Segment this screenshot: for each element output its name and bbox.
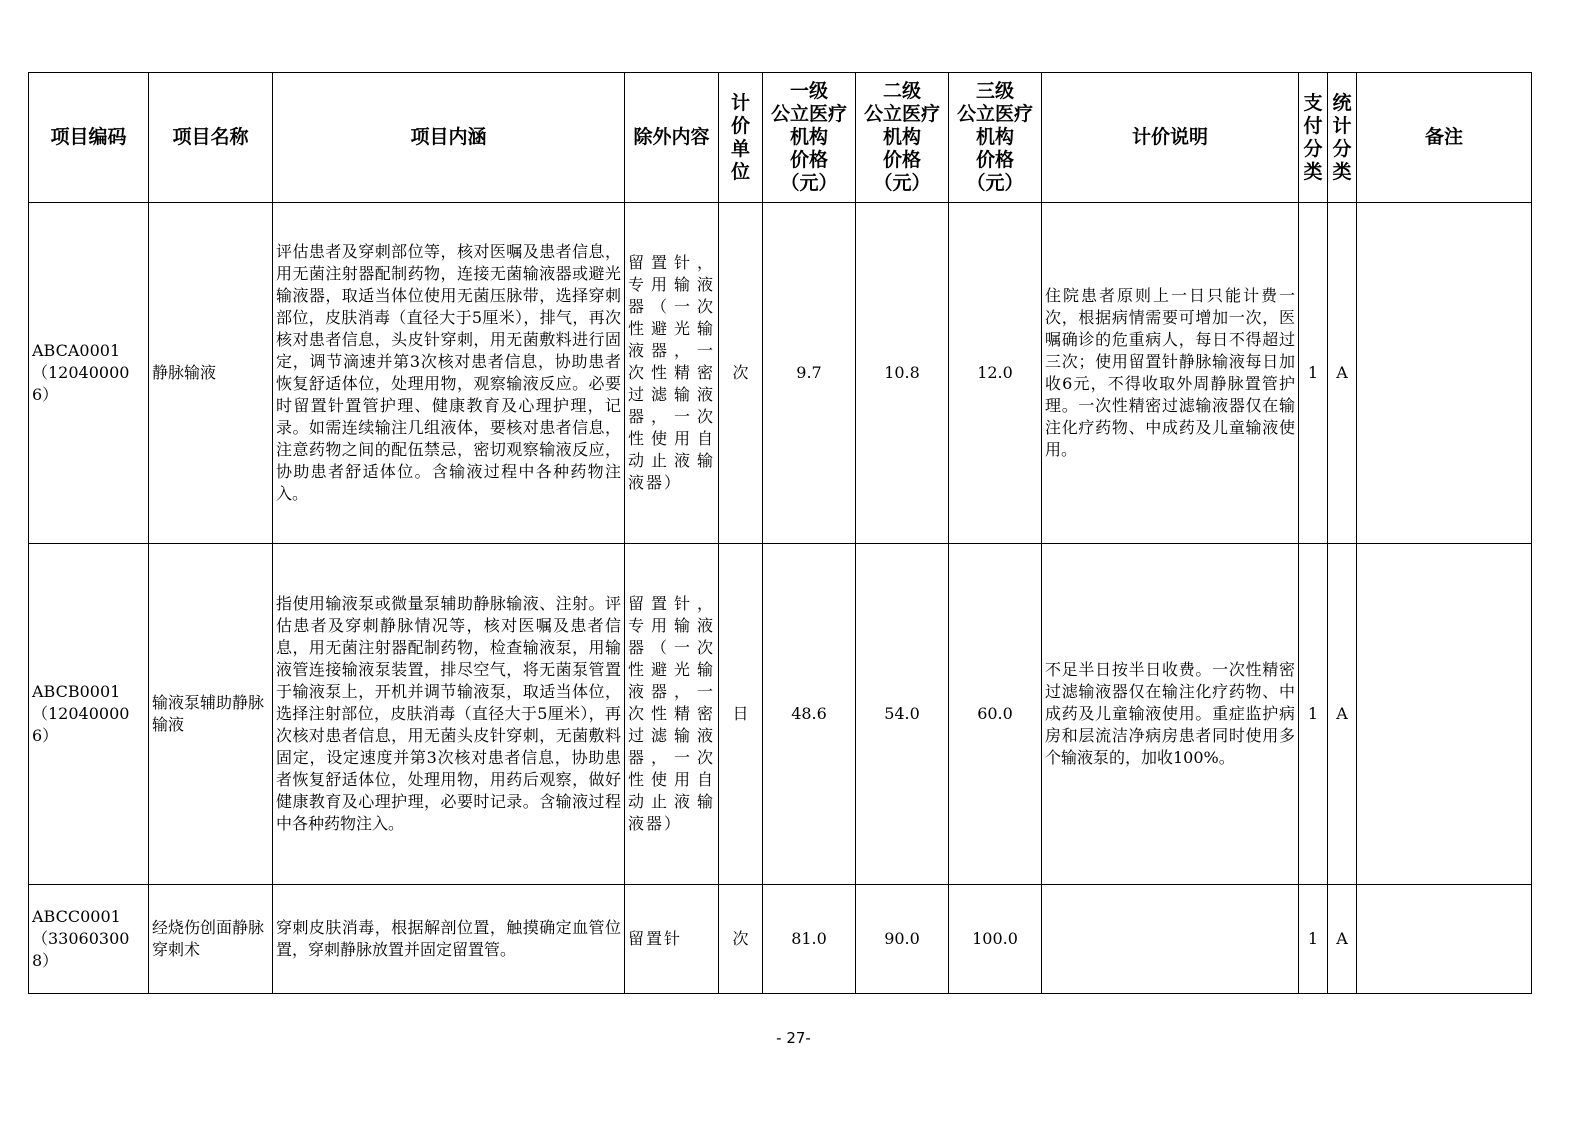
cell-exclude: 留置针 — [625, 885, 719, 994]
cell-name: 输液泵辅助静脉输液 — [149, 544, 273, 885]
header-price-l1: 一级 公立医疗 机构 价格 （元） — [763, 73, 856, 203]
cell-pay: 1 — [1299, 544, 1328, 885]
cell-stat: A — [1328, 203, 1357, 544]
cell-pay: 1 — [1299, 885, 1328, 994]
header-row — [29, 73, 1532, 203]
cell-price-l2: 10.8 — [856, 203, 949, 544]
header-stat: 统 计 分 类 — [1328, 73, 1357, 203]
header-content: 项目内涵 — [273, 73, 625, 203]
header-name: 项目名称 — [149, 73, 273, 203]
cell-content: 穿刺皮肤消毒，根据解剖位置，触摸确定血管位置，穿刺静脉放置并固定留置管。 — [273, 885, 625, 994]
cell-exclude: 留置针，专用输液器（一次性避光输液器，一次性精密过滤输液器，一次性使用自动止液输液器） — [625, 203, 719, 544]
cell-remark — [1357, 203, 1532, 544]
cell-code: ABCC0001（330603008） — [29, 885, 149, 994]
cell-price-l3: 60.0 — [949, 544, 1042, 885]
cell-price-l2: 90.0 — [856, 885, 949, 994]
cell-stat: A — [1328, 544, 1357, 885]
cell-price-l3: 12.0 — [949, 203, 1042, 544]
cell-stat: A — [1328, 885, 1357, 994]
cell-content: 指使用输液泵或微量泵辅助静脉输液、注射。评估患者及穿刺静脉情况等，核对医嘱及患者信息，用无菌注射器配制药物，检查输液泵，用输液管连接输液泵装置，排尽空气，将无菌泵管置于输液泵上，开机并调节输液泵，取适当体位，选择注射部位，皮肤消毒（直径大于5厘米），再次核对患者信息，用无菌头皮针穿刺，无菌敷料固定，设定速度并第3次核对患者信息，协助患者恢复舒适体位，处理用物，用药后观察，做好健康教育及心理护理，必要时记录。含输液过程中各种药物注入。 — [273, 544, 625, 885]
header-explain: 计价说明 — [1042, 73, 1299, 203]
header-price-l2: 二级 公立医疗 机构 价格 （元） — [856, 73, 949, 203]
cell-price-l1: 9.7 — [763, 203, 856, 544]
cell-price-l3: 100.0 — [949, 885, 1042, 994]
header-price-l3: 三级 公立医疗 机构 价格 （元） — [949, 73, 1042, 203]
cell-unit: 次 — [719, 885, 763, 994]
cell-remark — [1357, 885, 1532, 994]
cell-code: ABCB0001（120400006） — [29, 544, 149, 885]
table-row — [29, 544, 1532, 885]
table-row — [29, 203, 1532, 544]
header-pay: 支 付 分 类 — [1299, 73, 1328, 203]
cell-pay: 1 — [1299, 203, 1328, 544]
header-unit: 计 价 单 位 — [719, 73, 763, 203]
header-exclude: 除外内容 — [625, 73, 719, 203]
table-row — [29, 885, 1532, 994]
cell-exclude: 留置针，专用输液器（一次性避光输液器，一次性精密过滤输液器，一次性使用自动止液输液器） — [625, 544, 719, 885]
price-table — [28, 72, 1532, 994]
cell-content: 评估患者及穿刺部位等，核对医嘱及患者信息，用无菌注射器配制药物，连接无菌输液器或避光输液器，取适当体位使用无菌压脉带，选择穿刺部位，皮肤消毒（直径大于5厘米），排气，再次核对患者信息，头皮针穿刺，用无菌敷料进行固定，调节滴速并第3次核对患者信息，协助患者恢复舒适体位，处理用物，观察输液反应。必要时留置针置管护理、健康教育及心理护理，记录。如需连续输注几组液体，要核对患者信息，注意药物之间的配伍禁忌，密切观察输液反应，协助患者舒适体位。含输液过程中各种药物注入。 — [273, 203, 625, 544]
header-remark: 备注 — [1357, 73, 1532, 203]
cell-price-l2: 54.0 — [856, 544, 949, 885]
header-code: 项目编码 — [29, 73, 149, 203]
cell-name: 经烧伤创面静脉穿刺术 — [149, 885, 273, 994]
cell-explain — [1042, 885, 1299, 994]
cell-unit: 日 — [719, 544, 763, 885]
cell-remark — [1357, 544, 1532, 885]
cell-unit: 次 — [719, 203, 763, 544]
cell-code: ABCA0001（120400006） — [29, 203, 149, 544]
page-number: - 27- — [776, 1029, 811, 1047]
cell-name: 静脉输液 — [149, 203, 273, 544]
cell-price-l1: 81.0 — [763, 885, 856, 994]
cell-explain: 不足半日按半日收费。一次性精密过滤输液器仅在输注化疗药物、中成药及儿童输液使用。重症监护病房和层流洁净病房患者同时使用多个输液泵的，加收100%。 — [1042, 544, 1299, 885]
cell-price-l1: 48.6 — [763, 544, 856, 885]
cell-explain: 住院患者原则上一日只能计费一次，根据病情需要可增加一次，医嘱确诊的危重病人，每日不得超过三次；使用留置针静脉输液每日加收6元，不得收取外周静脉置管护理。一次性精密过滤输液器仅在输注化疗药物、中成药及儿童输液使用。 — [1042, 203, 1299, 544]
